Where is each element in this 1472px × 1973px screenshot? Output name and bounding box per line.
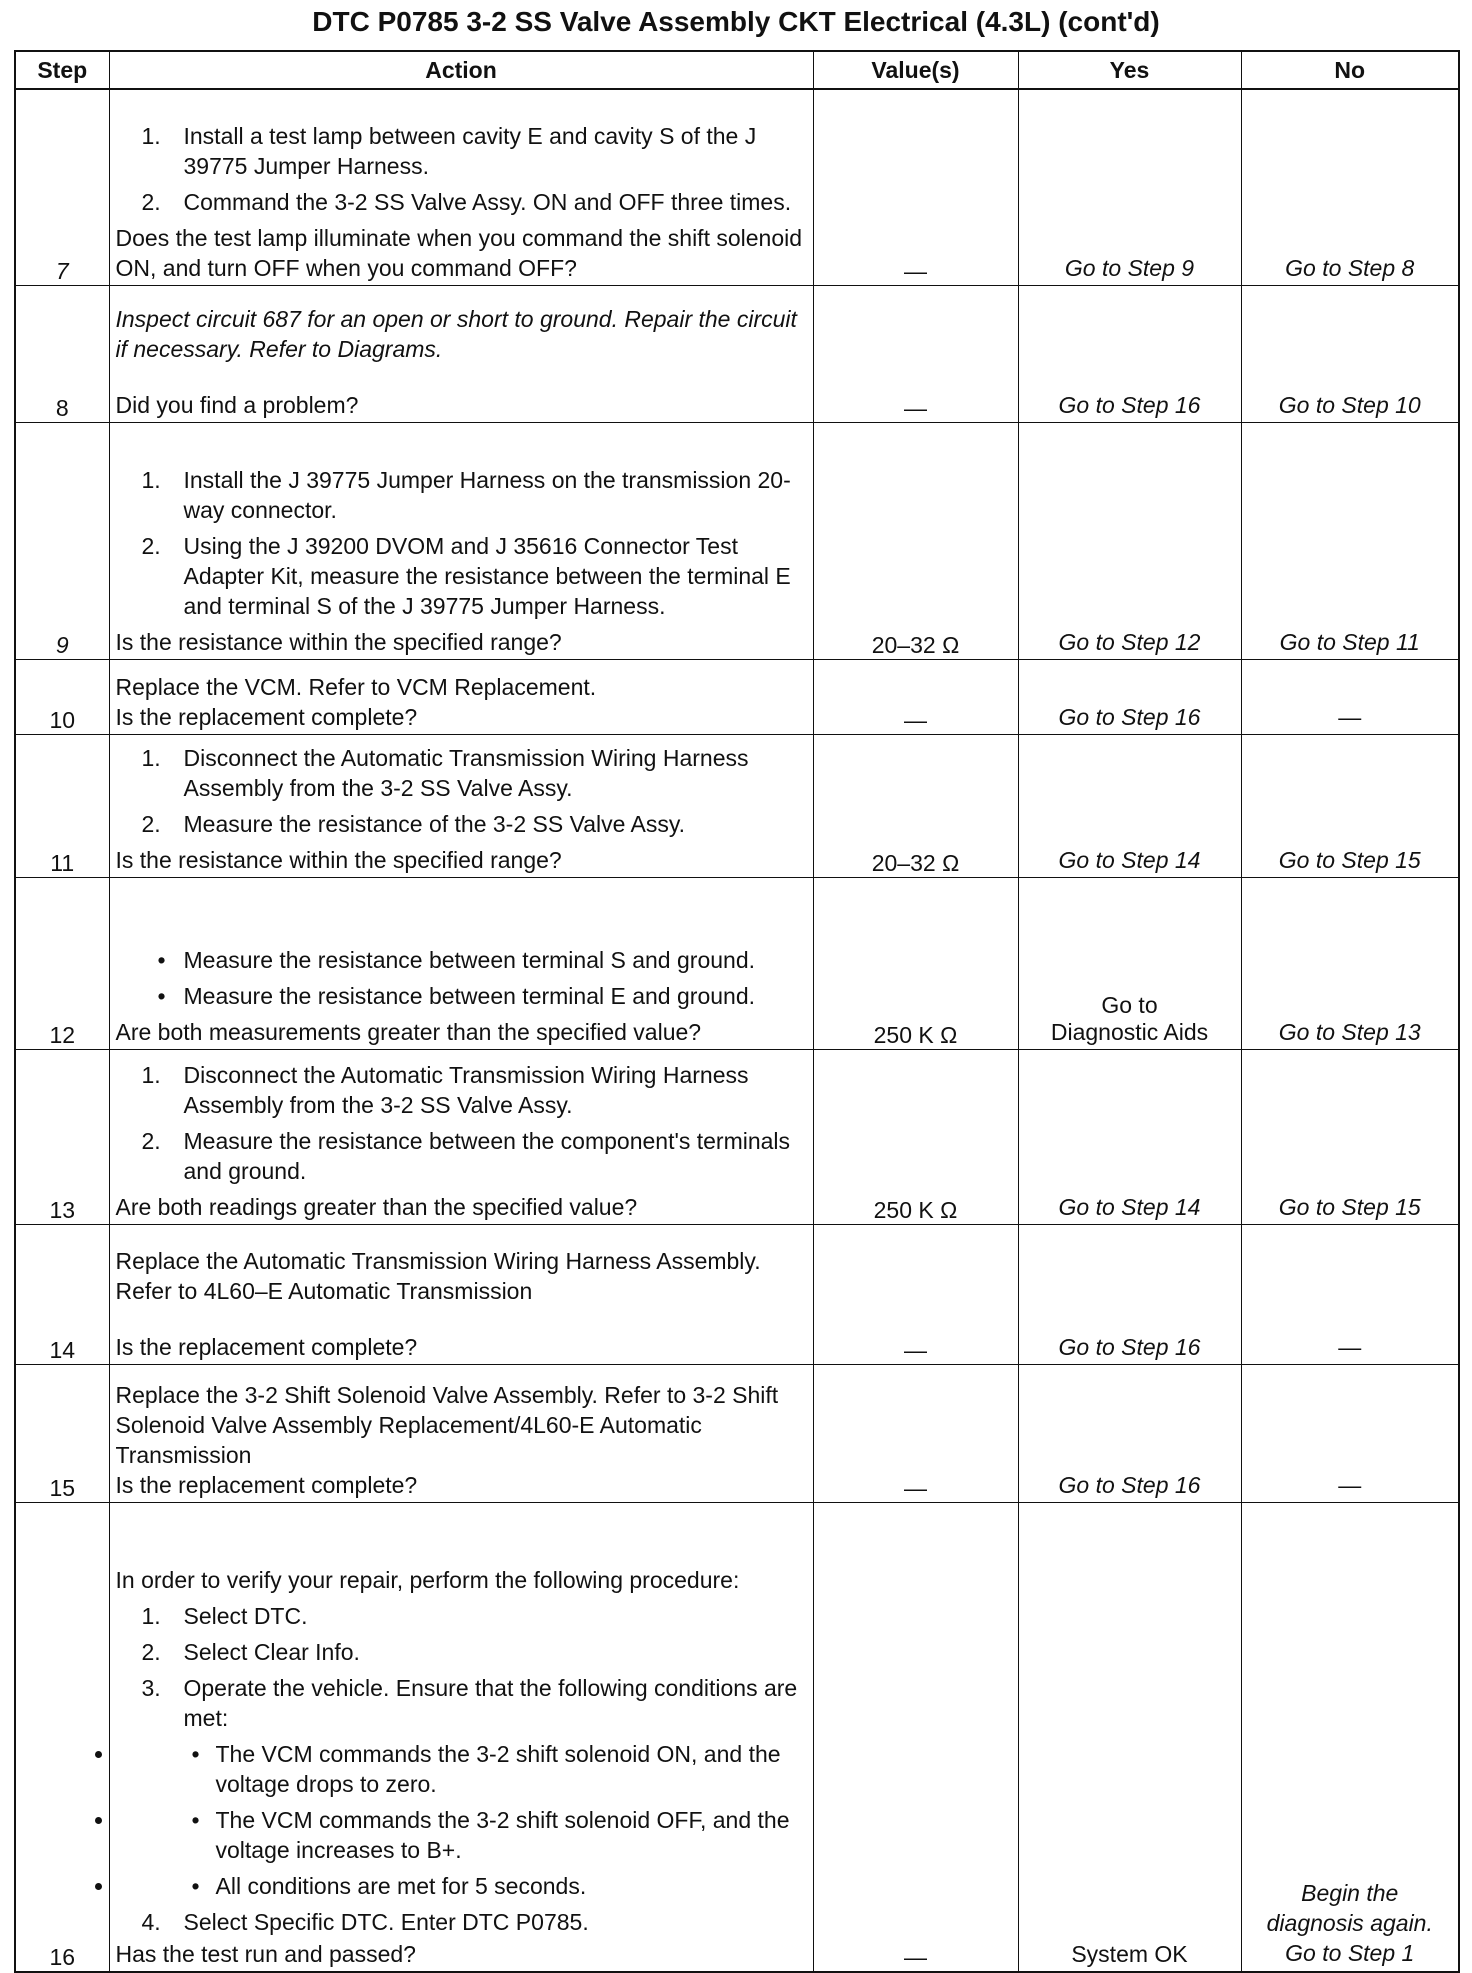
no-cell: Begin the diagnosis again. Go to Step 1 [1241,1502,1459,1972]
table-row [15,659,1459,734]
step-number: 7 [15,89,109,285]
header-values: Value(s) [813,51,1018,89]
action-cell [109,659,813,734]
list-item: 1. Select DTC. [141,1603,308,1629]
value-cell: 250 K Ω [813,1049,1018,1224]
table-row [15,1224,1459,1364]
value-cell: — [813,659,1018,734]
action-text: Replace the VCM. Refer to VCM Replacement. [115,673,597,700]
no-cell: Go to Step 8 [1241,89,1459,285]
yes-cell: System OK [1018,1502,1241,1972]
no-cell: — [1241,659,1459,734]
list-item: • Measure the resistance between terminal E and ground. [157,982,755,1009]
header-yes: Yes [1018,51,1241,89]
no-cell: — [1241,1364,1459,1502]
list-item: 2. Measure the resistance between the component's terminals and ground. [141,1127,791,1184]
no-cell: Go to Step 13 [1241,877,1459,1049]
table-row [15,422,1459,659]
action-cell [109,877,813,1049]
value-cell: 20–32 Ω [813,422,1018,659]
list-item: 2. Measure the resistance of the 3-2 SS Valve Assy. [141,810,686,837]
action-cell [109,285,813,422]
value-cell: — [813,89,1018,285]
yes-cell: Go to Step 16 [1018,1224,1241,1364]
yes-cell: Go to Diagnostic Aids [1018,877,1241,1049]
step-number: 12 [15,877,109,1049]
question-text: Is the replacement complete? [115,1333,418,1360]
question-text: Is the replacement complete? [115,1471,418,1498]
yes-cell: Go to Step 14 [1018,734,1241,877]
no-cell: Go to Step 11 [1241,422,1459,659]
step-number: 13 [15,1049,109,1224]
header-action: Action [109,51,813,89]
question-text: Are both readings greater than the specified value? [115,1193,638,1220]
list-item: 3. Operate the vehicle. Ensure that the following conditions are met: [141,1675,798,1731]
table-row [15,734,1459,877]
value-cell: — [813,1364,1018,1502]
bullet-icon: • • [191,1807,200,1833]
step-number: 8 [15,285,109,422]
yes-cell: Go to Step 9 [1018,89,1241,285]
table-header-row [15,51,1459,89]
list-item: 2. Command the 3-2 SS Valve Assy. ON and OFF three times. [141,188,792,215]
yes-cell: Go to Step 16 [1018,1364,1241,1502]
table-row [15,1049,1459,1224]
list-item: 1. Install the J 39775 Jumper Harness on the transmission 20-way connector. [141,466,791,523]
value-cell: — [813,285,1018,422]
value-cell: 250 K Ω [813,877,1018,1049]
step-number: 10 [15,659,109,734]
question-text: Does the test lamp illuminate when you command the shift solenoid ON, and turn OFF when you command OFF? [115,224,803,281]
list-item: 2. Using the J 39200 DVOM and J 35616 Connector Test Adapter Kit, measure the resistance between the terminal E and terminal S of the J 39775 Jumper Harness. [141,532,791,619]
action-cell [109,89,813,285]
action-text: In order to verify your repair, perform the following procedure: [115,1567,740,1593]
list-item: • • The VCM commands the 3-2 shift solenoid ON, and the voltage drops to zero. [116,1739,807,1799]
yes-cell: Go to Step 14 [1018,1049,1241,1224]
step-number: 16 [15,1502,109,1972]
step-number: 15 [15,1364,109,1502]
table-row [15,285,1459,422]
no-cell: Go to Step 15 [1241,734,1459,877]
no-cell: Go to Step 10 [1241,285,1459,422]
list-item: • Measure the resistance between terminal S and ground. [157,946,755,973]
list-item: 1. Disconnect the Automatic Transmission Wiring Harness Assembly from the 3-2 SS Valve Assy. [141,1061,749,1118]
table-row [15,1502,1459,1972]
action-cell [109,422,813,659]
table-row [15,877,1459,1049]
header-no: No [1241,51,1459,89]
list-item: 2. Select Clear Info. [141,1639,360,1665]
list-item: • • The VCM commands the 3-2 shift solenoid OFF, and the voltage increases to B+. [116,1805,807,1865]
diagnostic-table [14,50,1460,1973]
table-row [15,1364,1459,1502]
question-text: Is the resistance within the specified range? [115,846,562,873]
bullet-icon: • • [191,1873,200,1899]
page-title: DTC P0785 3-2 SS Valve Assembly CKT Electrical (4.3L) (cont'd) [312,6,1160,37]
yes-cell: Go to Step 16 [1018,659,1241,734]
question-text: Is the replacement complete? [115,703,418,730]
list-item: 1. Install a test lamp between cavity E and cavity S of the J 39775 Jumper Harness. [141,122,757,179]
question-text: Are both measurements greater than the specified value? [115,1018,702,1045]
action-text: Replace the 3-2 Shift Solenoid Valve Assembly. Refer to 3-2 Shift Solenoid Valve Assembly Replacement/4L60-E Automatic Transmission [115,1381,779,1468]
value-cell: — [813,1502,1018,1972]
action-text: Replace the Automatic Transmission Wiring Harness Assembly. Refer to 4L60–E Automatic Transmission [115,1247,761,1304]
list-item: • • All conditions are met for 5 seconds. [116,1871,807,1901]
bullet-icon: • [157,982,166,1009]
action-cell [109,1502,813,1972]
no-cell: — [1241,1224,1459,1364]
question-text: Has the test run and passed? [115,1941,416,1967]
bullet-icon: • [157,946,166,973]
no-cell: Go to Step 15 [1241,1049,1459,1224]
value-cell: 20–32 Ω [813,734,1018,877]
action-cell [109,1049,813,1224]
list-item: 1. Disconnect the Automatic Transmission Wiring Harness Assembly from the 3-2 SS Valve Assy. [141,744,749,801]
action-cell [109,1224,813,1364]
action-cell [109,1364,813,1502]
list-item: 4. Select Specific DTC. Enter DTC P0785. [141,1909,589,1935]
action-text: Inspect circuit 687 for an open or short to ground. Repair the circuit if necessary. Refer to Diagrams. [115,305,797,362]
question-text: Is the resistance within the specified range? [115,628,562,655]
step-number: 11 [15,734,109,877]
action-cell [109,734,813,877]
value-cell: — [813,1224,1018,1364]
step-number: 14 [15,1224,109,1364]
table-row [15,89,1459,285]
bullet-icon: • • [191,1741,200,1767]
step-number: 9 [15,422,109,659]
question-text: Did you find a problem? [115,391,359,418]
yes-cell: Go to Step 16 [1018,285,1241,422]
yes-cell: Go to Step 12 [1018,422,1241,659]
header-step: Step [15,51,109,89]
